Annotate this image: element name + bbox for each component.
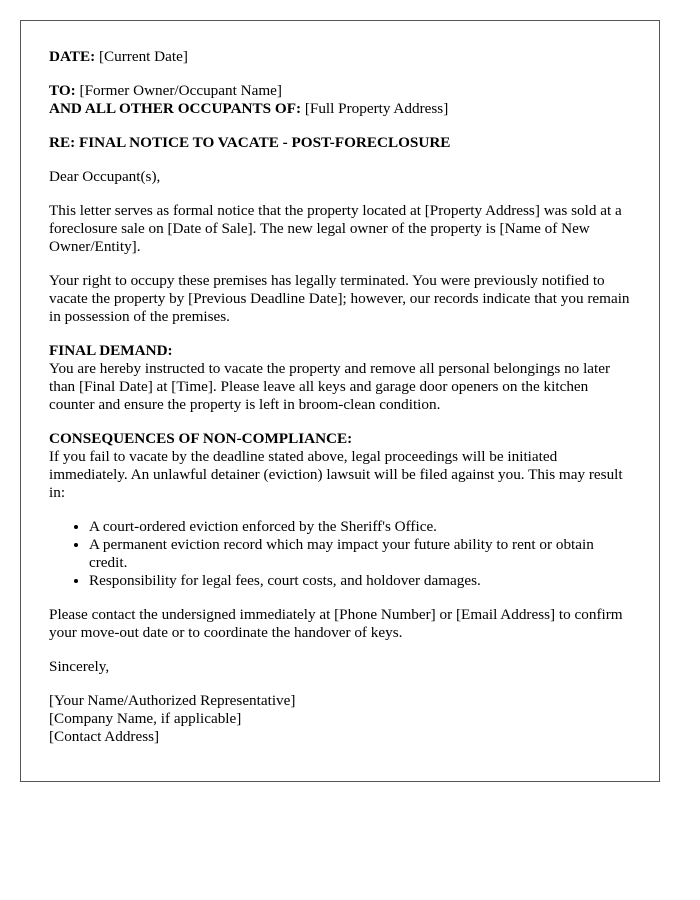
paragraph-occupancy-terminated: Your right to occupy these premises has legally terminated. You were previously notified to vacate the property by [Previous Deadline Date]; however, our records indicate that you remain in possession of the premises. [49, 272, 630, 325]
paragraph-foreclosure-sale: This letter serves as formal notice that the property located at [Property Address] was sold at a foreclosure sale on [Date of Sale]. The new legal owner of the property is [Name of New Owner/Entity]. [49, 202, 622, 255]
letter-document [20, 20, 660, 782]
final-demand-heading: FINAL DEMAND: [49, 342, 173, 359]
date-line [49, 48, 631, 66]
to-value: [Former Owner/Occupant Name] [79, 82, 282, 99]
occupants-value: [Full Property Address] [304, 100, 449, 117]
to-line [49, 82, 631, 100]
sign-off: Sincerely, [49, 658, 110, 675]
date-label: DATE: [49, 48, 96, 65]
salutation: Dear Occupant(s), [49, 168, 161, 185]
signature-block [49, 692, 631, 746]
signer-name: [Your Name/Authorized Representative] [49, 692, 296, 709]
occupants-line [49, 100, 631, 118]
occupants-label: AND ALL OTHER OCCUPANTS OF: [49, 100, 302, 117]
list-item: • A court-ordered eviction enforced by the Sheriff's Office. [89, 518, 631, 536]
signer-company: [Company Name, if applicable] [49, 710, 242, 727]
contact-paragraph: Please contact the undersigned immediately at [Phone Number] or [Email Address] to confirm your move-out date or to coordinate the handover of keys. [49, 606, 623, 641]
consequences-text: If you fail to vacate by the deadline stated above, legal proceedings will be initiated immediately. An unlawful detainer (eviction) lawsuit will be filed against you. This may result in: [49, 448, 623, 501]
list-item: • A permanent eviction record which may impact your future ability to rent or obtain credit. [89, 536, 631, 572]
consequences-list [49, 518, 631, 590]
list-item: • Responsibility for legal fees, court costs, and holdover damages. [89, 572, 631, 590]
subject-line: RE: FINAL NOTICE TO VACATE - POST-FORECLOSURE [49, 134, 451, 151]
consequences-heading: CONSEQUENCES OF NON-COMPLIANCE: [49, 430, 353, 447]
signer-address: [Contact Address] [49, 728, 160, 745]
final-demand-text: You are hereby instructed to vacate the property and remove all personal belongings no later than [Final Date] at [Time]. Please leave all keys and garage door openers on the kitchen counter and ensure the property is left in broom-clean condition. [49, 360, 611, 413]
date-value: [Current Date] [98, 48, 188, 65]
to-label: TO: [49, 82, 76, 99]
